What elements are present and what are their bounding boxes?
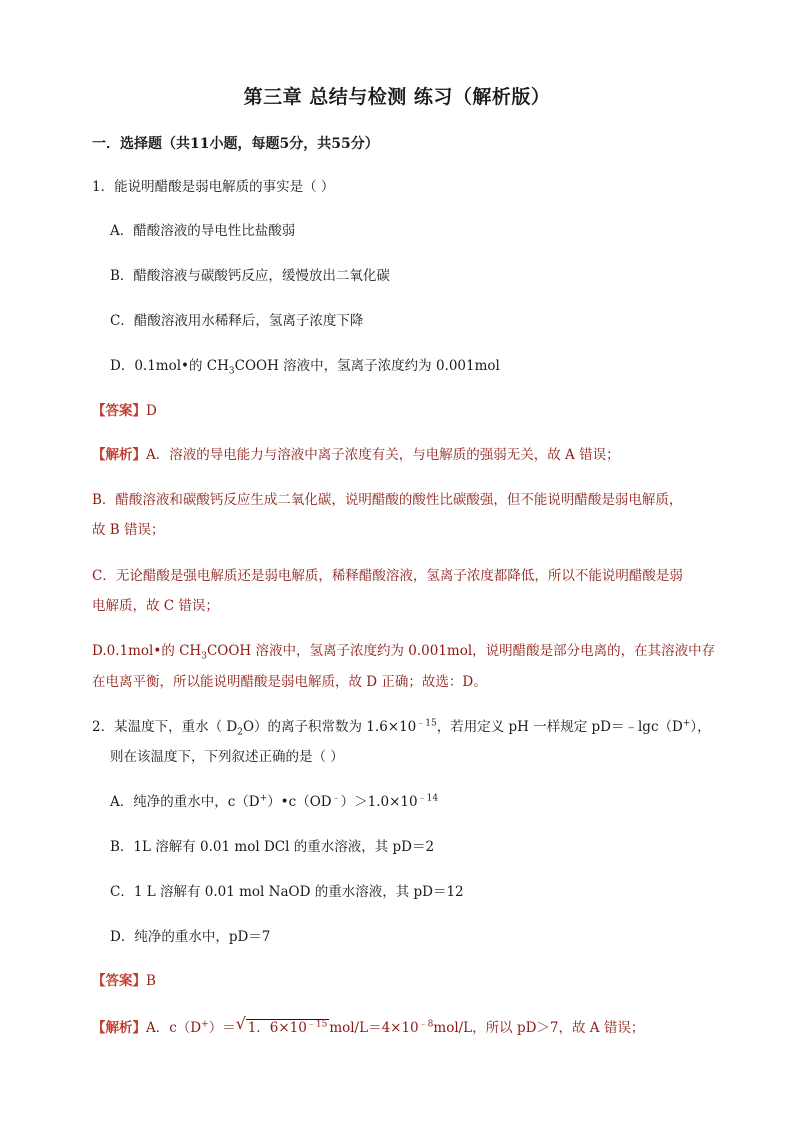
q2-stem-line2: 则在该温度下，下列叙述正确的是（ ）: [110, 749, 344, 765]
q2-option-c: C．1 L 溶解有 0.01 mol NaOD 的重水溶液，其 pD＝12: [110, 884, 464, 900]
q1-explanation-c2: 电解质，故 C 错误；: [92, 598, 219, 614]
q1-answer: 【答案】D: [92, 403, 157, 419]
radical-sign-icon: √: [235, 1014, 246, 1033]
q1-stem: 1．能说明醋酸是弱电解质的事实是（ ）: [92, 179, 335, 195]
q1-explanation-d1: D.0.1mol•的 $CH_3COOH$ 溶液中，氢离子浓度约为 0.001mol，说明醋酸是部分电离的，在其溶液中存: [92, 643, 716, 662]
q1-option-d: D．0.1mol•的 $CH_3COOH$ 溶液中，氢离子浓度约为 0.001mol: [110, 358, 500, 377]
q2-explanation-a: 【解析】A．c（D+）＝ √ 1．$6\times 10^{﹣15}$ mol/$L=4\times 10^{﹣8}mol/L$，所以 pD＞7，故 A 错误；: [92, 1014, 645, 1036]
q2-stem-line1: 2．某温度下，重水（ $D_2O$）的离子积常数为 $1.6\times 10^{﹣15}$，若用定义 pH 一样规定 pD＝﹣lgc（D+），: [92, 718, 711, 738]
q1-explanation-b1: B．醋酸溶液和碳酸钙反应生成二氧化碳，说明醋酸的酸性比碳酸强，但不能说明醋酸是弱电解质，: [92, 492, 683, 508]
square-root: √ 1．$6\times 10^{﹣15}$: [235, 1014, 328, 1036]
q1-option-a: A．醋酸溶液的导电性比盐酸弱: [110, 223, 296, 239]
q1-explanation-c1: C．无论醋酸是强电解质还是弱电解质，稀释醋酸溶液，氢离子浓度都降低，所以不能说明醋酸是弱: [92, 568, 683, 584]
page-title: 第三章 总结与检测 练习（解析版）: [243, 86, 551, 108]
q2-option-b: B．1L 溶解有 0.01 mol DCl 的重水溶液，其 pD＝2: [110, 839, 435, 855]
q2-option-a: A．纯净的重水中，$c(D^+)•c(OD^﹣)>1.0\times 10^{﹣14}$: [110, 793, 439, 810]
section-heading: 一．选择题（共11小题，每题5分，共55分）: [92, 136, 379, 152]
q1-explanation-b2: 故 B 错误；: [92, 522, 165, 538]
q1-option-b: B．醋酸溶液与碳酸钙反应，缓慢放出二氧化碳: [110, 268, 390, 284]
q1-explanation-a: 【解析】A．溶液的导电能力与溶液中离子浓度有关，与电解质的强弱无关，故 A 错误；: [92, 447, 620, 463]
q2-option-d: D．纯净的重水中，pD＝7: [110, 929, 271, 945]
q1-explanation-d2: 在电离平衡，所以能说明醋酸是弱电解质，故 D 正确；故选：D。: [92, 674, 487, 690]
q2-answer: 【答案】B: [92, 973, 156, 989]
q1-option-c: C．醋酸溶液用水稀释后，氢离子浓度下降: [110, 313, 364, 329]
